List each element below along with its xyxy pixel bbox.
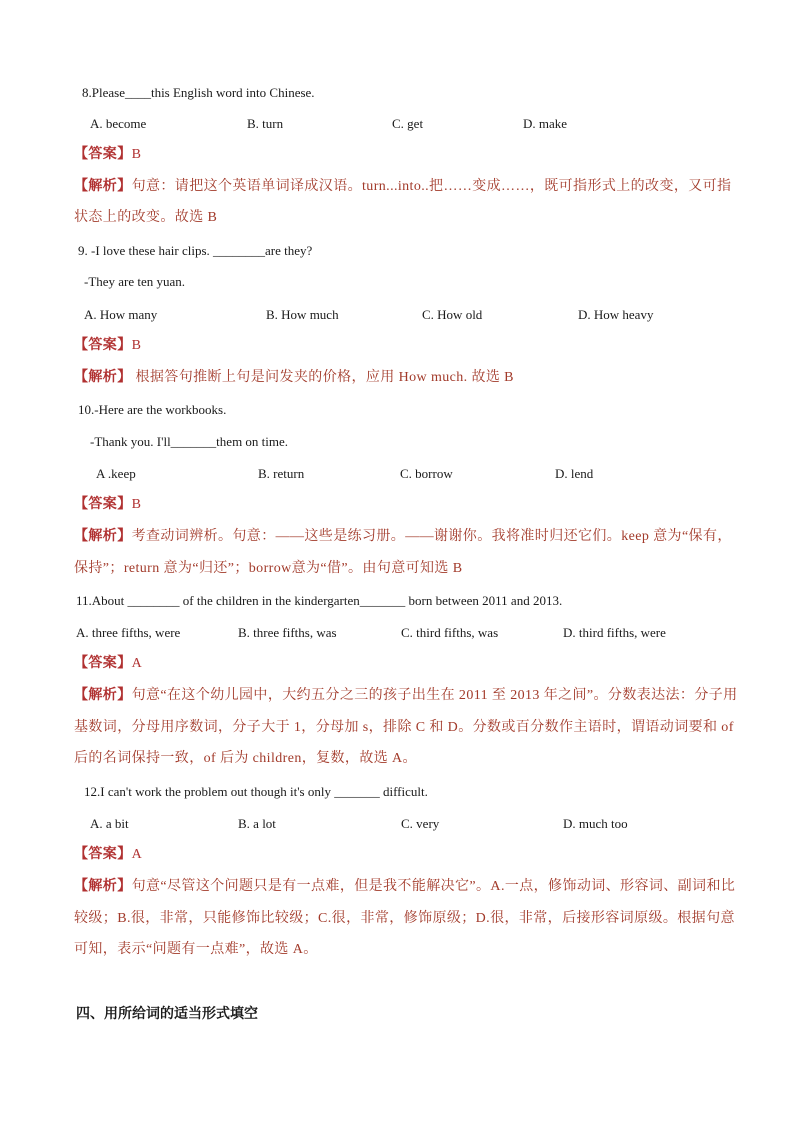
question-9-stem: 9. -I love these hair clips. ________are they? — [78, 243, 313, 258]
question-12-stem: 12.I can't work the problem out though it's only _______ difficult. — [84, 784, 428, 799]
q12-option-a: A. a bit — [90, 816, 129, 831]
q12-explanation-line-2: 较级；B.很，非常，只能修饰比较级；C.很，非常，修饰原级；D.很，非常，后接形容词原级。根据句意 — [74, 911, 735, 926]
q12-explanation-line-3: 可知，表示“问题有一点难”，故选 A。 — [74, 942, 318, 957]
q11-option-d: D. third fifths, were — [563, 625, 666, 640]
q9-option-c: C. How old — [422, 307, 483, 322]
q10-option-c: C. borrow — [400, 466, 453, 481]
answer-value: A — [131, 656, 143, 671]
answer-label: 【答案】 — [74, 147, 132, 162]
q10-explanation-line-1: 【解析】考查动词辨析。句意：——这些是练习册。——谢谢你。我将准时归还它们。keep 意为“保有， — [74, 529, 732, 544]
q9-answer — [74, 336, 141, 356]
q8-option-b: B. turn — [247, 116, 284, 131]
q8-answer — [74, 145, 141, 165]
q11-explanation-line-3: 后的名词保持一致，of 后为 children，复数，故选 A。 — [74, 751, 417, 766]
answer-value: A — [131, 847, 143, 862]
question-11-stem: 11.About ________ of the children in the kindergarten_______ born between 2011 and 2013. — [76, 593, 563, 608]
q12-explanation-line-1: 【解析】句意“尽管这个问题只是有一点难，但是我不能解决它”。A.一点，修饰动词、形容词、副词和比 — [74, 879, 736, 894]
q8-option-a: A. become — [90, 116, 147, 131]
q11-option-b: B. three fifths, was — [238, 625, 337, 640]
section-heading: 四、用所给词的适当形式填空 — [76, 1007, 258, 1022]
q9-option-b: B. How much — [266, 307, 339, 322]
q12-answer — [74, 845, 142, 865]
q11-answer — [74, 654, 142, 674]
q10-option-b: B. return — [258, 466, 305, 481]
explanation-label: 【解析】 — [74, 529, 132, 544]
q8-explanation-line-1: 【解析】句意：请把这个英语单词译成汉语。turn...into..把……变成……，既可指形式上的改变，又可指 — [74, 179, 732, 194]
q10-explanation-line-2: 保持”；return 意为“归还”；borrow意为“借”。由句意可知选 B — [74, 561, 463, 576]
q10-answer — [74, 495, 141, 515]
question-10-reply: -Thank you. I'll_______them on time. — [90, 434, 289, 449]
question-9-reply: -They are ten yuan. — [84, 274, 186, 289]
explanation-label: 【解析】 — [74, 370, 132, 385]
explanation-label: 【解析】 — [74, 879, 132, 894]
answer-value: B — [131, 338, 142, 353]
answer-label: 【答案】 — [74, 497, 132, 512]
q11-option-a: A. three fifths, were — [76, 625, 181, 640]
explanation-label: 【解析】 — [74, 688, 132, 703]
q10-option-a: A .keep — [96, 466, 136, 481]
answer-label: 【答案】 — [74, 338, 132, 353]
q9-option-a: A. How many — [84, 307, 158, 322]
q8-option-d: D. make — [523, 116, 568, 131]
answer-value: B — [131, 147, 142, 162]
q12-option-c: C. very — [401, 816, 440, 831]
q11-option-c: C. third fifths, was — [401, 625, 499, 640]
answer-label: 【答案】 — [74, 847, 132, 862]
answer-value: B — [131, 497, 142, 512]
q9-explanation-line-1: 【解析】 根据答句推断上句是问发夹的价格，应用 How much. 故选 B — [74, 370, 514, 385]
question-8-stem: 8.Please____this English word into Chinese. — [82, 85, 315, 100]
q11-explanation-line-1: 【解析】句意“在这个幼儿园中，大约五分之三的孩子出生在 2011 至 2013 年之间”。分数表达法：分子用 — [74, 688, 738, 703]
explanation-label: 【解析】 — [74, 179, 132, 194]
q9-option-d: D. How heavy — [578, 307, 654, 322]
q8-explanation-line-2: 状态上的改变。故选 B — [74, 210, 218, 225]
q12-option-b: B. a lot — [238, 816, 276, 831]
q12-option-d: D. much too — [563, 816, 628, 831]
question-10-stem: 10.-Here are the workbooks. — [78, 402, 227, 417]
answer-label: 【答案】 — [74, 656, 132, 671]
q11-explanation-line-2: 基数词，分母用序数词，分子大于 1，分母加 s，排除 C 和 D。分数或百分数作主语时，谓语动词要和 of — [74, 720, 734, 735]
q8-option-c: C. get — [392, 116, 424, 131]
q10-option-d: D. lend — [555, 466, 594, 481]
